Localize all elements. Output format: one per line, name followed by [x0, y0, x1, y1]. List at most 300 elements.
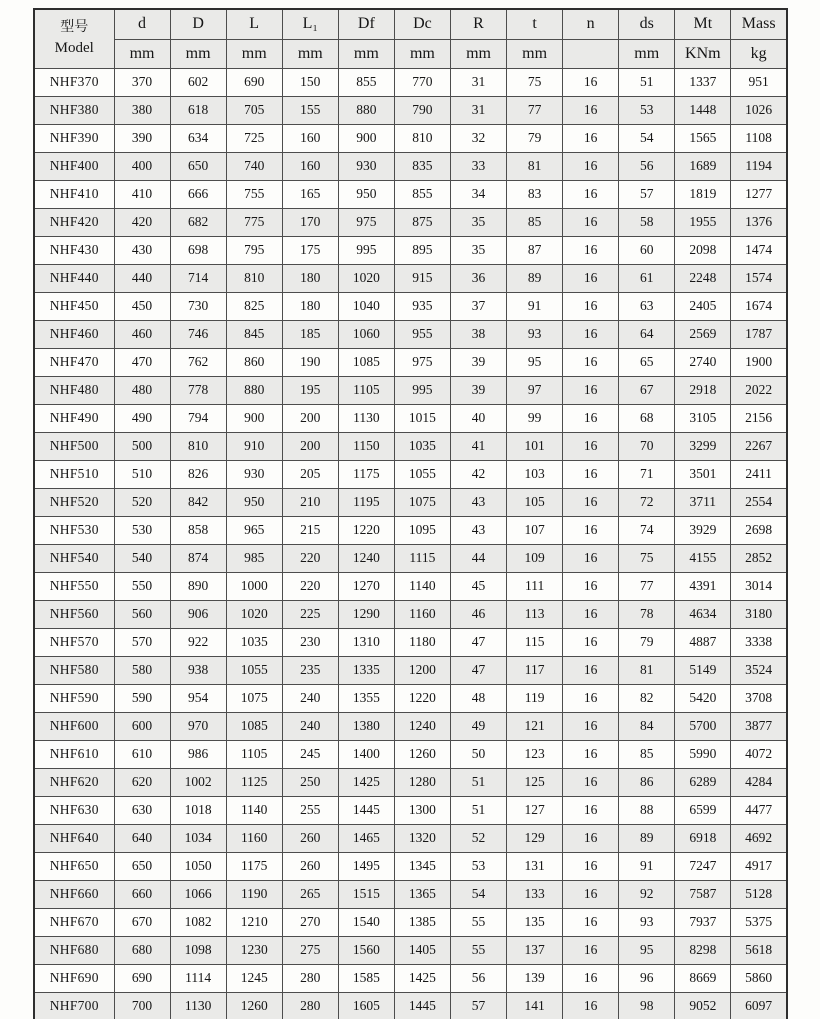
- value-cell: 4072: [731, 740, 787, 768]
- value-cell: 2022: [731, 376, 787, 404]
- value-cell: 81: [619, 656, 675, 684]
- value-cell: 125: [507, 768, 563, 796]
- value-cell: 746: [170, 320, 226, 348]
- header-col-Mt: Mt: [675, 9, 731, 39]
- table-row: [34, 516, 787, 544]
- value-cell: 275: [282, 936, 338, 964]
- value-cell: 725: [226, 124, 282, 152]
- value-cell: 1674: [731, 292, 787, 320]
- value-cell: 1380: [338, 712, 394, 740]
- value-cell: 79: [619, 628, 675, 656]
- value-cell: 1020: [226, 600, 282, 628]
- model-cell: NHF700: [34, 992, 114, 1019]
- value-cell: 280: [282, 992, 338, 1019]
- value-cell: 16: [563, 404, 619, 432]
- value-cell: 880: [338, 96, 394, 124]
- value-cell: 54: [450, 880, 506, 908]
- value-cell: 85: [507, 208, 563, 236]
- value-cell: 5990: [675, 740, 731, 768]
- value-cell: 3105: [675, 404, 731, 432]
- value-cell: 47: [450, 656, 506, 684]
- value-cell: 95: [619, 936, 675, 964]
- value-cell: 470: [114, 348, 170, 376]
- value-cell: 16: [563, 292, 619, 320]
- value-cell: 180: [282, 292, 338, 320]
- value-cell: 5700: [675, 712, 731, 740]
- value-cell: 1002: [170, 768, 226, 796]
- table-row: [34, 712, 787, 740]
- value-cell: 930: [338, 152, 394, 180]
- value-cell: 1085: [338, 348, 394, 376]
- value-cell: 390: [114, 124, 170, 152]
- value-cell: 52: [450, 824, 506, 852]
- value-cell: 56: [450, 964, 506, 992]
- value-cell: 2405: [675, 292, 731, 320]
- header-unit-row: [34, 39, 787, 68]
- value-cell: 16: [563, 796, 619, 824]
- value-cell: 16: [563, 320, 619, 348]
- value-cell: 1130: [338, 404, 394, 432]
- value-cell: 75: [619, 544, 675, 572]
- value-cell: 778: [170, 376, 226, 404]
- value-cell: 150: [282, 68, 338, 96]
- table-row: [34, 908, 787, 936]
- value-cell: 2411: [731, 460, 787, 488]
- value-cell: 16: [563, 96, 619, 124]
- value-cell: 740: [226, 152, 282, 180]
- value-cell: 895: [394, 236, 450, 264]
- value-cell: 4917: [731, 852, 787, 880]
- value-cell: 16: [563, 656, 619, 684]
- value-cell: 4634: [675, 600, 731, 628]
- value-cell: 5860: [731, 964, 787, 992]
- value-cell: 16: [563, 516, 619, 544]
- value-cell: 7247: [675, 852, 731, 880]
- value-cell: 2248: [675, 264, 731, 292]
- value-cell: 185: [282, 320, 338, 348]
- value-cell: 1320: [394, 824, 450, 852]
- value-cell: 16: [563, 628, 619, 656]
- table-row: [34, 628, 787, 656]
- value-cell: 3014: [731, 572, 787, 600]
- value-cell: 666: [170, 180, 226, 208]
- value-cell: 46: [450, 600, 506, 628]
- value-cell: 1465: [338, 824, 394, 852]
- value-cell: 500: [114, 432, 170, 460]
- value-cell: 190: [282, 348, 338, 376]
- value-cell: 5149: [675, 656, 731, 684]
- model-cell: NHF580: [34, 656, 114, 684]
- value-cell: 3929: [675, 516, 731, 544]
- value-cell: 590: [114, 684, 170, 712]
- table-row: [34, 320, 787, 348]
- table-row: [34, 936, 787, 964]
- model-cell: NHF470: [34, 348, 114, 376]
- value-cell: 1190: [226, 880, 282, 908]
- value-cell: 16: [563, 432, 619, 460]
- value-cell: 50: [450, 740, 506, 768]
- unit-cell-Df: mm: [338, 39, 394, 68]
- value-cell: 121: [507, 712, 563, 740]
- value-cell: 6918: [675, 824, 731, 852]
- value-cell: 93: [619, 908, 675, 936]
- value-cell: 1448: [675, 96, 731, 124]
- value-cell: 1290: [338, 600, 394, 628]
- table-row: [34, 740, 787, 768]
- value-cell: 7937: [675, 908, 731, 936]
- value-cell: 1040: [338, 292, 394, 320]
- value-cell: 1180: [394, 628, 450, 656]
- value-cell: 1240: [394, 712, 450, 740]
- model-cell: NHF570: [34, 628, 114, 656]
- value-cell: 810: [394, 124, 450, 152]
- value-cell: 95: [507, 348, 563, 376]
- value-cell: 2852: [731, 544, 787, 572]
- value-cell: 16: [563, 460, 619, 488]
- value-cell: 127: [507, 796, 563, 824]
- model-cell: NHF460: [34, 320, 114, 348]
- value-cell: 975: [338, 208, 394, 236]
- model-cell: NHF560: [34, 600, 114, 628]
- value-cell: 4155: [675, 544, 731, 572]
- table-row: [34, 684, 787, 712]
- value-cell: 85: [619, 740, 675, 768]
- value-cell: 280: [282, 964, 338, 992]
- value-cell: 89: [507, 264, 563, 292]
- value-cell: 842: [170, 488, 226, 516]
- value-cell: 2156: [731, 404, 787, 432]
- table-row: [34, 152, 787, 180]
- value-cell: 950: [338, 180, 394, 208]
- value-cell: 170: [282, 208, 338, 236]
- value-cell: 690: [226, 68, 282, 96]
- table-row: [34, 264, 787, 292]
- header-col-t: t: [507, 9, 563, 39]
- value-cell: 1385: [394, 908, 450, 936]
- value-cell: 160: [282, 124, 338, 152]
- value-cell: 610: [114, 740, 170, 768]
- value-cell: 60: [619, 236, 675, 264]
- value-cell: 795: [226, 236, 282, 264]
- value-cell: 117: [507, 656, 563, 684]
- value-cell: 107: [507, 516, 563, 544]
- value-cell: 602: [170, 68, 226, 96]
- value-cell: 2918: [675, 376, 731, 404]
- value-cell: 910: [226, 432, 282, 460]
- value-cell: 880: [226, 376, 282, 404]
- value-cell: 16: [563, 712, 619, 740]
- value-cell: 1400: [338, 740, 394, 768]
- value-cell: 460: [114, 320, 170, 348]
- unit-cell-Dc: mm: [394, 39, 450, 68]
- table-header: [34, 9, 787, 68]
- value-cell: 57: [450, 992, 506, 1019]
- value-cell: 58: [619, 208, 675, 236]
- value-cell: 35: [450, 236, 506, 264]
- model-cell: NHF610: [34, 740, 114, 768]
- value-cell: 1955: [675, 208, 731, 236]
- value-cell: 2740: [675, 348, 731, 376]
- table-row: [34, 292, 787, 320]
- value-cell: 51: [619, 68, 675, 96]
- model-cell: NHF380: [34, 96, 114, 124]
- value-cell: 16: [563, 124, 619, 152]
- value-cell: 1035: [226, 628, 282, 656]
- value-cell: 16: [563, 964, 619, 992]
- value-cell: 1195: [338, 488, 394, 516]
- model-cell: NHF660: [34, 880, 114, 908]
- table-row: [34, 964, 787, 992]
- table-row: [34, 992, 787, 1019]
- value-cell: 1277: [731, 180, 787, 208]
- value-cell: 1075: [394, 488, 450, 516]
- value-cell: 1605: [338, 992, 394, 1019]
- value-cell: 103: [507, 460, 563, 488]
- value-cell: 3711: [675, 488, 731, 516]
- value-cell: 970: [170, 712, 226, 740]
- value-cell: 16: [563, 348, 619, 376]
- value-cell: 235: [282, 656, 338, 684]
- value-cell: 37: [450, 292, 506, 320]
- value-cell: 16: [563, 992, 619, 1019]
- value-cell: 1310: [338, 628, 394, 656]
- value-cell: 5420: [675, 684, 731, 712]
- model-cell: NHF550: [34, 572, 114, 600]
- value-cell: 40: [450, 404, 506, 432]
- value-cell: 6097: [731, 992, 787, 1019]
- model-cell: NHF480: [34, 376, 114, 404]
- value-cell: 1220: [394, 684, 450, 712]
- value-cell: 4391: [675, 572, 731, 600]
- value-cell: 935: [394, 292, 450, 320]
- value-cell: 270: [282, 908, 338, 936]
- value-cell: 55: [450, 908, 506, 936]
- value-cell: 78: [619, 600, 675, 628]
- value-cell: 81: [507, 152, 563, 180]
- value-cell: 141: [507, 992, 563, 1019]
- value-cell: 1365: [394, 880, 450, 908]
- value-cell: 790: [394, 96, 450, 124]
- model-cell: NHF600: [34, 712, 114, 740]
- model-cell: NHF440: [34, 264, 114, 292]
- value-cell: 938: [170, 656, 226, 684]
- value-cell: 5128: [731, 880, 787, 908]
- value-cell: 4887: [675, 628, 731, 656]
- value-cell: 1055: [226, 656, 282, 684]
- table-row: [34, 124, 787, 152]
- value-cell: 560: [114, 600, 170, 628]
- value-cell: 16: [563, 264, 619, 292]
- value-cell: 1210: [226, 908, 282, 936]
- table-row: [34, 236, 787, 264]
- model-cell: NHF650: [34, 852, 114, 880]
- value-cell: 370: [114, 68, 170, 96]
- value-cell: 1175: [226, 852, 282, 880]
- value-cell: 111: [507, 572, 563, 600]
- value-cell: 450: [114, 292, 170, 320]
- value-cell: 985: [226, 544, 282, 572]
- value-cell: 1405: [394, 936, 450, 964]
- value-cell: 950: [226, 488, 282, 516]
- value-cell: 1125: [226, 768, 282, 796]
- value-cell: 845: [226, 320, 282, 348]
- value-cell: 1035: [394, 432, 450, 460]
- value-cell: 440: [114, 264, 170, 292]
- value-cell: 1335: [338, 656, 394, 684]
- value-cell: 714: [170, 264, 226, 292]
- value-cell: 826: [170, 460, 226, 488]
- value-cell: 70: [619, 432, 675, 460]
- value-cell: 1130: [170, 992, 226, 1019]
- value-cell: 906: [170, 600, 226, 628]
- model-cell: NHF690: [34, 964, 114, 992]
- value-cell: 1085: [226, 712, 282, 740]
- unit-cell-ds: mm: [619, 39, 675, 68]
- model-cell: NHF670: [34, 908, 114, 936]
- value-cell: 16: [563, 768, 619, 796]
- value-cell: 1260: [394, 740, 450, 768]
- value-cell: 4692: [731, 824, 787, 852]
- value-cell: 2569: [675, 320, 731, 348]
- value-cell: 3501: [675, 460, 731, 488]
- value-cell: 225: [282, 600, 338, 628]
- value-cell: 230: [282, 628, 338, 656]
- value-cell: 510: [114, 460, 170, 488]
- value-cell: 51: [450, 796, 506, 824]
- value-cell: 1230: [226, 936, 282, 964]
- model-cell: NHF400: [34, 152, 114, 180]
- model-cell: NHF530: [34, 516, 114, 544]
- value-cell: 5618: [731, 936, 787, 964]
- value-cell: 215: [282, 516, 338, 544]
- value-cell: 1495: [338, 852, 394, 880]
- value-cell: 200: [282, 404, 338, 432]
- table-row: [34, 796, 787, 824]
- value-cell: 2698: [731, 516, 787, 544]
- value-cell: 995: [394, 376, 450, 404]
- value-cell: 900: [226, 404, 282, 432]
- table-row: [34, 404, 787, 432]
- value-cell: 915: [394, 264, 450, 292]
- value-cell: 1018: [170, 796, 226, 824]
- value-cell: 240: [282, 684, 338, 712]
- value-cell: 490: [114, 404, 170, 432]
- value-cell: 220: [282, 544, 338, 572]
- value-cell: 1337: [675, 68, 731, 96]
- value-cell: 97: [507, 376, 563, 404]
- value-cell: 1020: [338, 264, 394, 292]
- value-cell: 16: [563, 572, 619, 600]
- value-cell: 48: [450, 684, 506, 712]
- value-cell: 1140: [394, 572, 450, 600]
- value-cell: 1565: [675, 124, 731, 152]
- value-cell: 1270: [338, 572, 394, 600]
- value-cell: 922: [170, 628, 226, 656]
- value-cell: 1026: [731, 96, 787, 124]
- value-cell: 410: [114, 180, 170, 208]
- value-cell: 16: [563, 824, 619, 852]
- value-cell: 955: [394, 320, 450, 348]
- model-cell: NHF500: [34, 432, 114, 460]
- value-cell: 810: [170, 432, 226, 460]
- header-model-en: Model: [54, 40, 94, 57]
- value-cell: 220: [282, 572, 338, 600]
- value-cell: 1260: [226, 992, 282, 1019]
- model-cell: NHF390: [34, 124, 114, 152]
- value-cell: 930: [226, 460, 282, 488]
- unit-cell-d: mm: [114, 39, 170, 68]
- value-cell: 1066: [170, 880, 226, 908]
- value-cell: 1082: [170, 908, 226, 936]
- value-cell: 165: [282, 180, 338, 208]
- value-cell: 260: [282, 852, 338, 880]
- value-cell: 775: [226, 208, 282, 236]
- value-cell: 1108: [731, 124, 787, 152]
- value-cell: 86: [619, 768, 675, 796]
- value-cell: 690: [114, 964, 170, 992]
- header-col-Df: Df: [338, 9, 394, 39]
- value-cell: 1355: [338, 684, 394, 712]
- model-cell: NHF630: [34, 796, 114, 824]
- value-cell: 77: [619, 572, 675, 600]
- value-cell: 855: [338, 68, 394, 96]
- value-cell: 430: [114, 236, 170, 264]
- value-cell: 91: [507, 292, 563, 320]
- value-cell: 580: [114, 656, 170, 684]
- header-model: [34, 9, 114, 68]
- value-cell: 71: [619, 460, 675, 488]
- value-cell: 1300: [394, 796, 450, 824]
- value-cell: 874: [170, 544, 226, 572]
- header-col-Mass: Mass: [731, 9, 787, 39]
- value-cell: 53: [450, 852, 506, 880]
- value-cell: 855: [394, 180, 450, 208]
- value-cell: 1240: [338, 544, 394, 572]
- value-cell: 67: [619, 376, 675, 404]
- value-cell: 16: [563, 180, 619, 208]
- value-cell: 175: [282, 236, 338, 264]
- value-cell: 1445: [394, 992, 450, 1019]
- value-cell: 16: [563, 544, 619, 572]
- header-col-n: n: [563, 9, 619, 39]
- value-cell: 1345: [394, 852, 450, 880]
- value-cell: 75: [507, 68, 563, 96]
- value-cell: 8669: [675, 964, 731, 992]
- value-cell: 16: [563, 852, 619, 880]
- model-cell: NHF450: [34, 292, 114, 320]
- value-cell: 255: [282, 796, 338, 824]
- header-model-cn: 型号: [60, 20, 89, 36]
- value-cell: 682: [170, 208, 226, 236]
- value-cell: 520: [114, 488, 170, 516]
- value-cell: 55: [450, 936, 506, 964]
- value-cell: 570: [114, 628, 170, 656]
- value-cell: 420: [114, 208, 170, 236]
- value-cell: 16: [563, 684, 619, 712]
- value-cell: 54: [619, 124, 675, 152]
- value-cell: 88: [619, 796, 675, 824]
- table-row: [34, 208, 787, 236]
- value-cell: 16: [563, 740, 619, 768]
- value-cell: 200: [282, 432, 338, 460]
- value-cell: 3180: [731, 600, 787, 628]
- value-cell: 1015: [394, 404, 450, 432]
- value-cell: 45: [450, 572, 506, 600]
- value-cell: 31: [450, 96, 506, 124]
- value-cell: 16: [563, 152, 619, 180]
- value-cell: 1105: [226, 740, 282, 768]
- model-cell: NHF430: [34, 236, 114, 264]
